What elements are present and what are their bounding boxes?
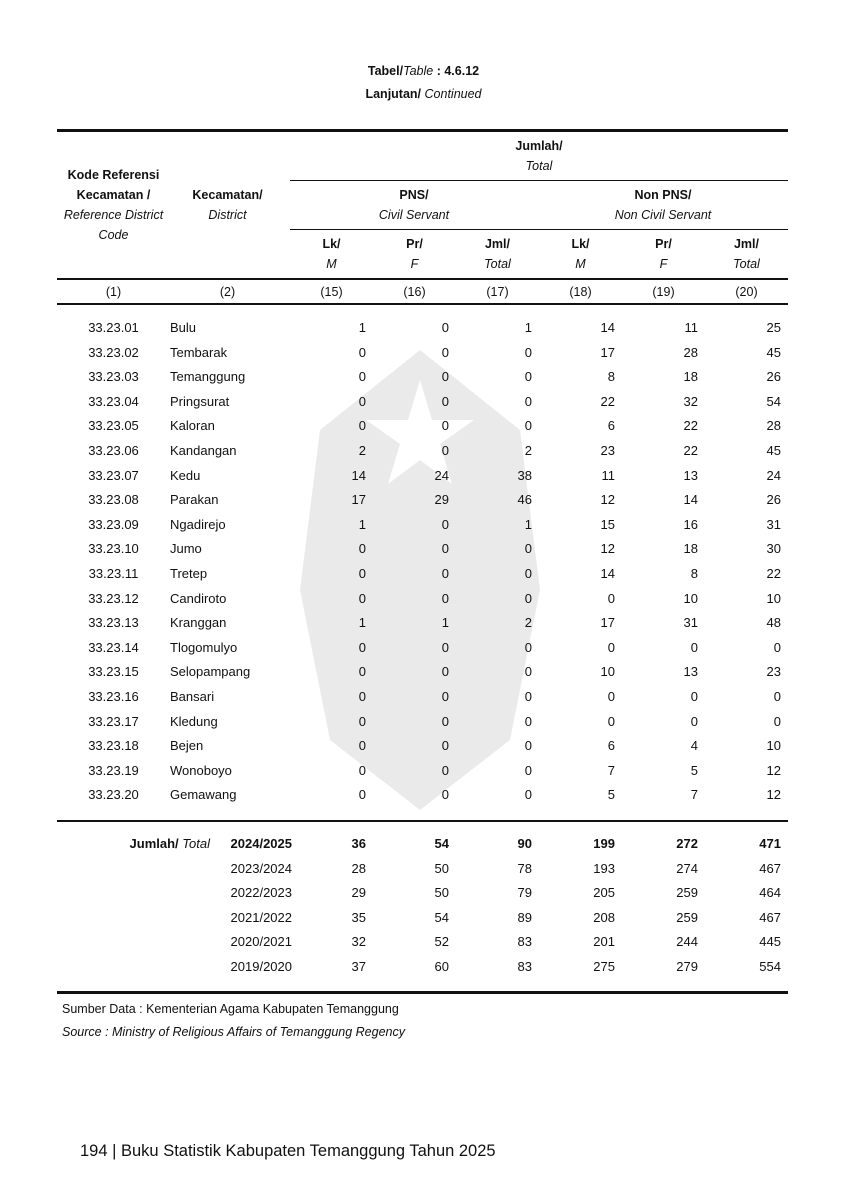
- table-bottom-rule: [57, 991, 788, 994]
- header-nonpns-lk: [539, 234, 622, 274]
- header-district-italic: District: [208, 208, 247, 222]
- header-code-italic: Reference District Code: [63, 208, 164, 242]
- cell-value: 0: [524, 713, 532, 729]
- cell-value: 1: [524, 320, 532, 335]
- cell-value: 0: [358, 344, 366, 360]
- cell-value: 0: [773, 713, 781, 729]
- cell-value: 0: [358, 787, 366, 803]
- district-name: Ngadirejo: [170, 516, 226, 532]
- table-row: [57, 783, 788, 808]
- summary-cell-value: 467: [759, 909, 781, 925]
- cell-value: 31: [766, 516, 781, 532]
- cell-value: 0: [524, 566, 532, 581]
- district-code: 33.23.16: [88, 689, 139, 704]
- district-name: Bulu: [170, 320, 197, 335]
- cell-value: 8: [607, 369, 615, 385]
- cell-value: 0: [441, 393, 449, 409]
- cell-value: 14: [683, 492, 698, 508]
- summary-cell-value: 50: [434, 860, 449, 876]
- summary-year: 2024/2025: [230, 836, 292, 851]
- cell-value: 0: [524, 418, 532, 434]
- cell-value: 0: [690, 713, 698, 729]
- table-row: [57, 537, 788, 562]
- cell-value: 0: [773, 639, 781, 655]
- table-row: [57, 341, 788, 366]
- cell-value: 17: [600, 615, 615, 631]
- cell-value: 29: [434, 492, 449, 508]
- cell-value: 18: [683, 541, 698, 557]
- summary-cell-value: 35: [351, 909, 366, 925]
- header-nonpns-italic: Non Civil Servant: [614, 208, 712, 222]
- cell-value: 12: [766, 787, 781, 803]
- summary-row: [57, 832, 788, 857]
- district-name: Tretep: [170, 566, 208, 581]
- summary-cell-value: 274: [676, 860, 698, 876]
- header-district: [170, 185, 285, 225]
- page-number: 194: [80, 1142, 108, 1160]
- cell-value: 0: [607, 713, 615, 729]
- district-name: Tembarak: [170, 344, 228, 360]
- cell-value: 1: [358, 320, 366, 335]
- summary-cell-value: 54: [434, 909, 449, 925]
- header-pr-bold: Pr/: [655, 237, 672, 251]
- cell-value: 6: [607, 418, 615, 434]
- cell-value: 0: [441, 738, 449, 754]
- summary-cell-value: 279: [676, 959, 698, 974]
- cell-value: 26: [766, 492, 781, 508]
- header-total-bold: Jumlah/: [515, 139, 563, 153]
- summary-cell-value: 52: [434, 934, 449, 950]
- cell-value: 0: [441, 762, 449, 778]
- cell-value: 0: [524, 689, 532, 704]
- table-row: [57, 488, 788, 513]
- cell-value: 5: [690, 762, 698, 778]
- cell-value: 0: [358, 590, 366, 606]
- cell-value: 22: [766, 566, 781, 581]
- header-lk-italic: M: [575, 257, 586, 271]
- summary-row: [57, 955, 788, 980]
- district-name: Kranggan: [170, 615, 227, 631]
- header-pr-italic: F: [410, 257, 419, 271]
- district-code: 33.23.07: [88, 467, 139, 483]
- summary-cell-value: 60: [434, 959, 449, 974]
- header-lk-bold: Lk/: [322, 237, 341, 251]
- column-number: (1): [105, 285, 122, 299]
- cell-value: 0: [441, 516, 449, 532]
- cell-value: 2: [358, 443, 366, 458]
- table-row: [57, 464, 788, 489]
- summary-row: [57, 930, 788, 955]
- district-name: Kaloran: [170, 418, 215, 434]
- cell-value: 45: [766, 344, 781, 360]
- district-code: 33.23.20: [88, 787, 139, 803]
- district-name: Kandangan: [170, 443, 237, 458]
- cell-value: 0: [773, 689, 781, 704]
- cell-value: 14: [351, 467, 366, 483]
- cell-value: 0: [358, 689, 366, 704]
- cell-value: 5: [607, 787, 615, 803]
- cell-value: 6: [607, 738, 615, 754]
- colnum-bottom-rule: [57, 303, 788, 305]
- cell-value: 45: [766, 443, 781, 458]
- summary-cell-value: 83: [517, 934, 532, 950]
- header-jml-italic: Total: [484, 257, 511, 271]
- cell-value: 0: [358, 664, 366, 680]
- summary-cell-value: 471: [759, 836, 781, 851]
- header-total-italic: Total: [525, 159, 553, 173]
- district-code: 33.23.17: [88, 713, 139, 729]
- summary-cell-value: 205: [593, 885, 615, 901]
- cell-value: 0: [441, 639, 449, 655]
- summary-cell-value: 201: [593, 934, 615, 950]
- district-code: 33.23.11: [88, 566, 139, 581]
- cell-value: 0: [441, 443, 449, 458]
- column-number: (19): [652, 285, 675, 299]
- header-pns-jml: [456, 234, 539, 274]
- header-lk-bold: Lk/: [571, 237, 590, 251]
- summary-cell-value: 208: [593, 909, 615, 925]
- cell-value: 0: [358, 393, 366, 409]
- header-nonpns-pr: [622, 234, 705, 274]
- cell-value: 12: [600, 492, 615, 508]
- district-code: 33.23.12: [88, 590, 139, 606]
- summary-cell-value: 554: [759, 959, 781, 974]
- district-code: 33.23.05: [88, 418, 139, 434]
- district-name: Bansari: [170, 689, 215, 704]
- cell-value: 2: [524, 443, 532, 458]
- cell-value: 18: [683, 369, 698, 385]
- cell-value: 24: [766, 467, 781, 483]
- cell-value: 24: [434, 467, 449, 483]
- cell-value: 0: [524, 664, 532, 680]
- source-line-en: Source : Ministry of Religious Affairs of Temanggung Regency: [62, 1025, 405, 1039]
- column-number: (18): [569, 285, 592, 299]
- cell-value: 23: [766, 664, 781, 680]
- summary-cell-value: 259: [676, 909, 698, 925]
- cell-value: 0: [607, 590, 615, 606]
- summary-cell-value: 464: [759, 885, 781, 901]
- cell-value: 0: [690, 639, 698, 655]
- cell-value: 46: [517, 492, 532, 508]
- district-name: Jumo: [170, 541, 202, 557]
- header-pns: [290, 185, 538, 225]
- cell-value: 0: [524, 344, 532, 360]
- cell-value: 22: [683, 418, 698, 434]
- cell-value: 28: [766, 418, 781, 434]
- table-row: [57, 734, 788, 759]
- cell-value: 0: [524, 541, 532, 557]
- table-row: [57, 513, 788, 538]
- cell-value: 12: [766, 762, 781, 778]
- jumlah-rule: [290, 180, 788, 181]
- header-bottom-rule: [57, 278, 788, 280]
- district-name: Temanggung: [170, 369, 246, 385]
- subgroup-rule: [290, 229, 788, 230]
- header-total: [290, 136, 788, 176]
- cell-value: 26: [766, 369, 781, 385]
- cell-value: 14: [600, 566, 615, 581]
- cell-value: 0: [358, 418, 366, 434]
- cell-value: 30: [766, 541, 781, 557]
- header-pr-italic: F: [659, 257, 668, 271]
- header-pns-lk: [290, 234, 373, 274]
- header-lk-italic: M: [326, 257, 337, 271]
- table-row: [57, 611, 788, 636]
- cell-value: 1: [524, 516, 532, 532]
- district-code: 33.23.19: [88, 762, 139, 778]
- header-nonpns: [538, 185, 788, 225]
- cell-value: 0: [690, 689, 698, 704]
- summary-cell-value: 193: [593, 860, 615, 876]
- cell-value: 1: [441, 615, 449, 631]
- district-code: 33.23.15: [88, 664, 139, 680]
- table-row: [57, 439, 788, 464]
- district-name: Tlogomulyo: [170, 639, 238, 655]
- cell-value: 23: [600, 443, 615, 458]
- cell-value: 0: [524, 369, 532, 385]
- cell-value: 0: [441, 689, 449, 704]
- summary-cell-value: 32: [351, 934, 366, 950]
- cell-value: 0: [358, 566, 366, 581]
- cell-value: 0: [441, 344, 449, 360]
- header-code-bold-1: Kode Referensi: [67, 168, 160, 182]
- cell-value: 0: [441, 369, 449, 385]
- cell-value: 16: [683, 516, 698, 532]
- summary-cell-value: 244: [676, 934, 698, 950]
- summary-cell-value: 83: [517, 959, 532, 974]
- district-name: Wonoboyo: [170, 762, 232, 778]
- district-code: 33.23.08: [88, 492, 139, 508]
- cell-value: 0: [441, 418, 449, 434]
- table-row: [57, 660, 788, 685]
- district-code: 33.23.04: [88, 393, 139, 409]
- header-code: [57, 165, 170, 245]
- table-row: [57, 414, 788, 439]
- summary-cell-value: 29: [351, 885, 366, 901]
- district-name: Bejen: [170, 738, 204, 754]
- district-code: 33.23.06: [88, 443, 139, 458]
- table-number: : 4.6.12: [436, 64, 480, 78]
- cell-value: 0: [441, 566, 449, 581]
- cell-value: 11: [684, 320, 698, 335]
- cell-value: 10: [766, 590, 781, 606]
- summary-cell-value: 78: [517, 860, 532, 876]
- cell-value: 10: [600, 664, 615, 680]
- footer-text: | Buku Statistik Kabupaten Temanggung Tahun 2025: [112, 1142, 496, 1160]
- header-district-bold: Kecamatan/: [192, 188, 263, 202]
- cell-value: 0: [524, 762, 532, 778]
- cell-value: 1: [358, 516, 366, 532]
- cell-value: 0: [441, 541, 449, 557]
- cell-value: 0: [358, 738, 366, 754]
- summary-year: 2023/2024: [230, 860, 292, 876]
- cell-value: 13: [683, 664, 698, 680]
- header-pns-bold: PNS/: [399, 188, 429, 202]
- summary-cell-value: 199: [593, 836, 615, 851]
- header-nonpns-jml: [705, 234, 788, 274]
- cell-value: 0: [358, 369, 366, 385]
- column-number: (17): [486, 285, 509, 299]
- cell-value: 48: [766, 615, 781, 631]
- summary-top-rule: [57, 820, 788, 822]
- cell-value: 38: [517, 467, 532, 483]
- column-number: (16): [403, 285, 426, 299]
- header-pns-pr: [373, 234, 456, 274]
- summary-cell-value: 90: [517, 836, 532, 851]
- table-row: [57, 587, 788, 612]
- summary-row: [57, 906, 788, 931]
- district-name: Pringsurat: [170, 393, 230, 409]
- page-footer: [80, 1142, 496, 1161]
- table-row: [57, 316, 788, 341]
- table-row: [57, 562, 788, 587]
- header-pns-italic: Civil Servant: [378, 208, 450, 222]
- summary-cell-value: 259: [676, 885, 698, 901]
- cell-value: 0: [524, 393, 532, 409]
- table-title: [0, 60, 847, 106]
- table-row: [57, 710, 788, 735]
- cell-value: 0: [358, 541, 366, 557]
- table-row: [57, 365, 788, 390]
- district-code: 33.23.10: [88, 541, 139, 557]
- district-code: 33.23.13: [88, 615, 139, 631]
- cell-value: 8: [690, 566, 698, 581]
- header-jml-bold: Jml/: [484, 237, 510, 251]
- tabel-label: Tabel/: [367, 64, 404, 78]
- summary-cell-value: 467: [759, 860, 781, 876]
- cell-value: 32: [683, 393, 698, 409]
- cell-value: 14: [600, 320, 615, 335]
- district-code: 33.23.03: [88, 369, 139, 385]
- district-code: 33.23.18: [88, 738, 139, 754]
- column-number: (15): [320, 285, 343, 299]
- cell-value: 0: [441, 713, 449, 729]
- continued-label: Continued: [424, 87, 482, 101]
- summary-cell-value: 445: [759, 934, 781, 950]
- cell-value: 54: [766, 393, 781, 409]
- cell-value: 4: [690, 738, 698, 754]
- cell-value: 0: [607, 689, 615, 704]
- top-rule: [57, 129, 788, 132]
- cell-value: 31: [683, 615, 698, 631]
- district-name: Kledung: [170, 713, 218, 729]
- cell-value: 0: [358, 762, 366, 778]
- source-line-id: Sumber Data : Kementerian Agama Kabupaten Temanggung: [62, 1002, 399, 1016]
- summary-year: 2021/2022: [230, 909, 292, 925]
- table-row: [57, 390, 788, 415]
- table-row: [57, 685, 788, 710]
- summary-cell-value: 50: [434, 885, 449, 901]
- summary-label-bold: Jumlah/: [129, 836, 179, 851]
- district-name: Kedu: [170, 467, 201, 483]
- cell-value: 10: [766, 738, 781, 754]
- district-code: 33.23.02: [88, 344, 139, 360]
- district-name: Parakan: [170, 492, 219, 508]
- column-number: (2): [219, 285, 236, 299]
- summary-year: 2022/2023: [230, 885, 292, 901]
- summary-row: [57, 881, 788, 906]
- cell-value: 0: [441, 664, 449, 680]
- cell-value: 0: [524, 787, 532, 803]
- header-code-bold-2: Kecamatan /: [76, 188, 151, 202]
- summary-cell-value: 28: [351, 860, 366, 876]
- cell-value: 0: [524, 590, 532, 606]
- cell-value: 25: [766, 320, 781, 335]
- cell-value: 12: [600, 541, 615, 557]
- cell-value: 7: [690, 787, 698, 803]
- lanjutan-label: Lanjutan/: [365, 87, 422, 101]
- cell-value: 2: [524, 615, 532, 631]
- cell-value: 1: [358, 615, 366, 631]
- cell-value: 15: [600, 516, 615, 532]
- source-note: [62, 998, 405, 1044]
- summary-cell-value: 275: [593, 959, 615, 974]
- cell-value: 0: [441, 320, 449, 335]
- cell-value: 22: [683, 443, 698, 458]
- table-row: [57, 636, 788, 661]
- cell-value: 0: [524, 738, 532, 754]
- cell-value: 0: [441, 787, 449, 803]
- summary-cell-value: 54: [434, 836, 449, 851]
- district-code: 33.23.01: [88, 320, 139, 335]
- header-pr-bold: Pr/: [406, 237, 423, 251]
- cell-value: 0: [358, 713, 366, 729]
- summary-row: [57, 857, 788, 882]
- cell-value: 10: [683, 590, 698, 606]
- header-nonpns-bold: Non PNS/: [634, 188, 692, 202]
- cell-value: 22: [600, 393, 615, 409]
- cell-value: 28: [683, 344, 698, 360]
- table-label-en: Table: [403, 64, 434, 78]
- summary-cell-value: 272: [676, 836, 698, 851]
- district-name: Gemawang: [170, 787, 237, 803]
- summary-year: 2019/2020: [230, 959, 292, 974]
- summary-year: 2020/2021: [230, 934, 292, 950]
- cell-value: 7: [607, 762, 615, 778]
- summary-cell-value: 79: [517, 885, 532, 901]
- district-code: 33.23.09: [88, 516, 139, 532]
- district-code: 33.23.14: [88, 639, 139, 655]
- cell-value: 17: [600, 344, 615, 360]
- header-jml-italic: Total: [733, 257, 760, 271]
- column-number: (20): [735, 285, 758, 299]
- cell-value: 0: [607, 639, 615, 655]
- summary-cell-value: 37: [351, 959, 366, 974]
- cell-value: 0: [524, 639, 532, 655]
- cell-value: 0: [441, 590, 449, 606]
- summary-cell-value: 89: [517, 909, 532, 925]
- summary-label-italic: Total: [182, 836, 210, 851]
- district-name: Candiroto: [170, 590, 227, 606]
- header-jml-bold: Jml/: [733, 237, 759, 251]
- cell-value: 13: [683, 467, 698, 483]
- district-name: Selopampang: [170, 664, 251, 680]
- summary-label: [57, 832, 210, 857]
- cell-value: 0: [358, 639, 366, 655]
- table-row: [57, 759, 788, 784]
- cell-value: 11: [601, 467, 615, 483]
- summary-cell-value: 36: [351, 836, 366, 851]
- cell-value: 17: [351, 492, 366, 508]
